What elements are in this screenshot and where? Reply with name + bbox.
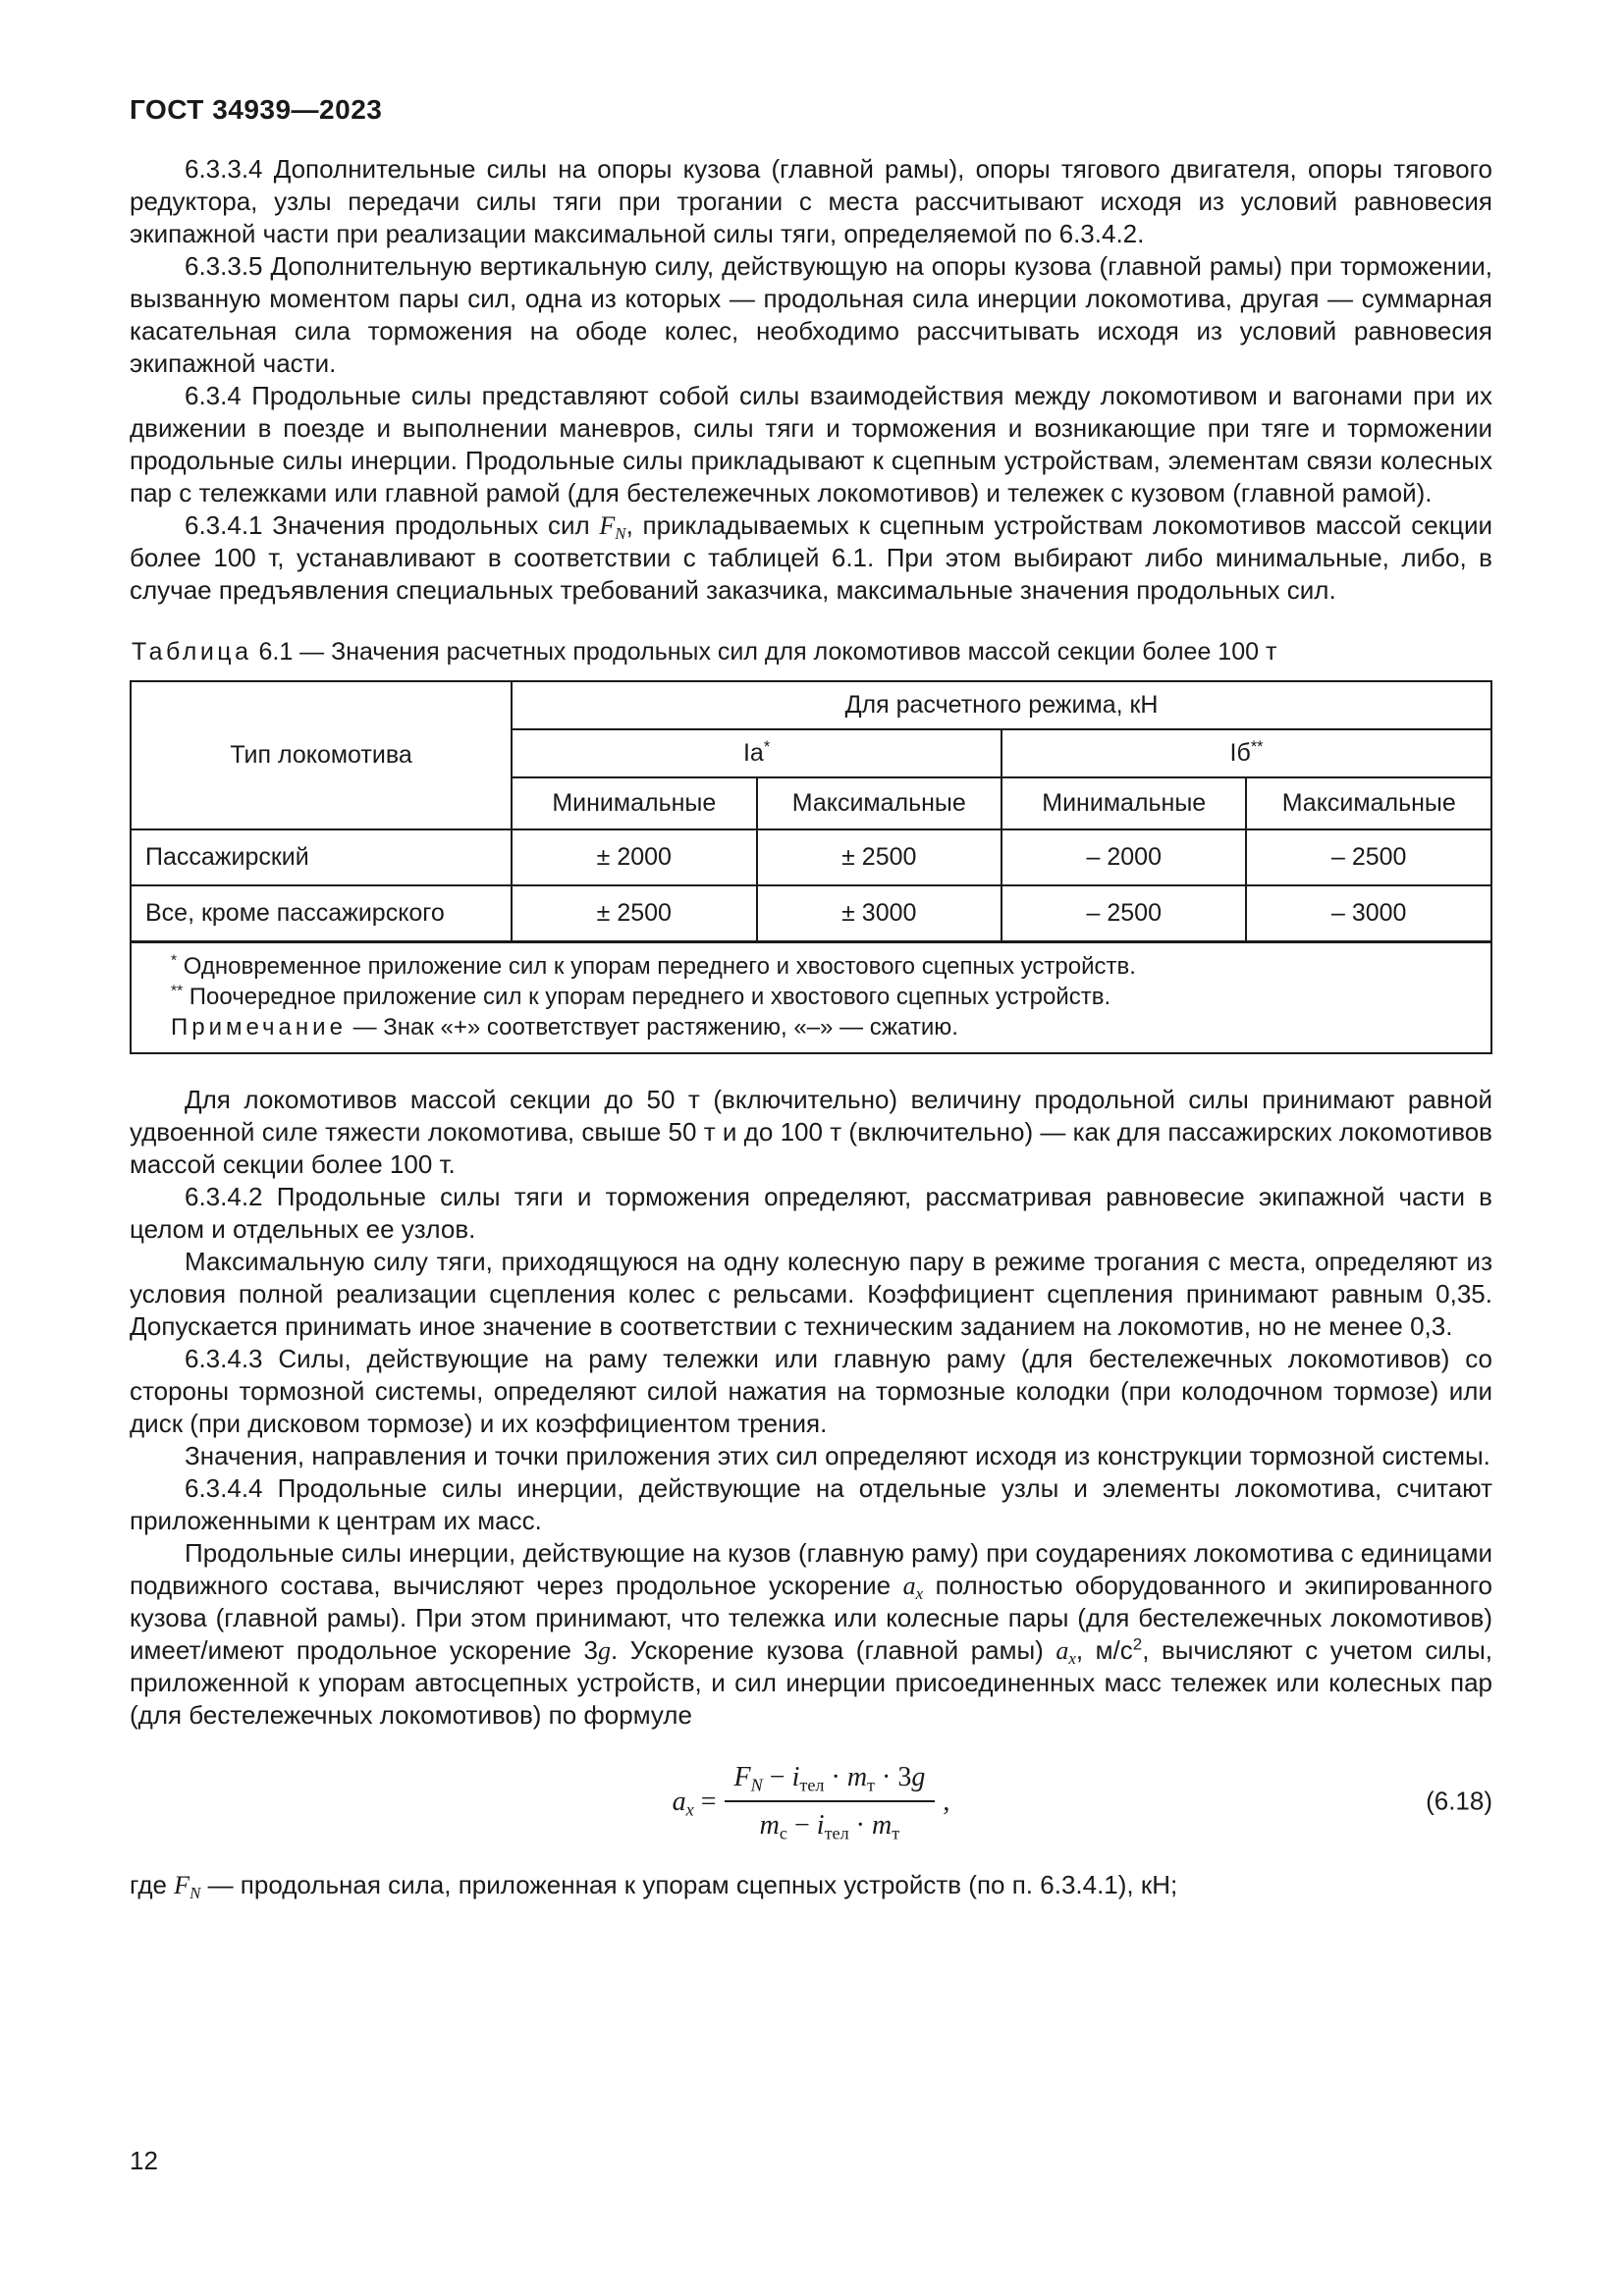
force-value-cell: ± 2500 bbox=[757, 829, 1001, 885]
table-footnote: * Одновременное приложение сил к упорам переднего и хвостового сцепных устройств. bbox=[171, 952, 1136, 980]
table-header-design-mode: Для расчетного режима, кН bbox=[512, 681, 1491, 729]
paragraph: Для локомотивов массой секции до 50 т (включительно) величину продольной силы принимают равной удвоенной силе тяжести локомотива, свыше 50 т и до 100 т (включительно) — как для пассажирских локомотивов массой секции более 100 т. bbox=[130, 1085, 1492, 1179]
table-6-1 bbox=[130, 680, 1492, 1054]
locomotive-type-cell: Пассажирский bbox=[131, 829, 512, 885]
footnote-mark-ib: ** bbox=[1250, 738, 1264, 757]
formula-fraction bbox=[725, 1761, 936, 1842]
paragraph: 6.3.4.1 Значения продольных сил FN, прикладываемых к сцепным устройствам локомотивов массой секции более 100 т, устанавливают в соответствии с таблицей 6.1. При этом выбирают либо минимальные, либо, в случае предъявления специальных требований заказчика, максимальные значения продольных сил. bbox=[130, 510, 1492, 605]
footnote-mark: ** bbox=[171, 983, 184, 1000]
formula-numerator: FN − iтел · mт · 3g bbox=[725, 1761, 936, 1802]
table-footnote: ** Поочередное приложение сил к упорам переднего и хвостового сцепных устройств. bbox=[171, 983, 1111, 1010]
table-note: Примечание — Знак «+» соответствует растяжению, «–» — сжатию. bbox=[171, 1014, 958, 1041]
paragraph: Значения, направления и точки приложения этих сил определяют исходя из конструкции тормозной системы. bbox=[185, 1441, 1490, 1470]
table-caption-text: 6.1 — Значения расчетных продольных сил для локомотивов массой секции более 100 т bbox=[251, 638, 1277, 666]
paragraphs-where-clause bbox=[130, 1869, 1492, 1901]
paragraph: 6.3.4.4 Продольные силы инерции, действующие на отдельные узлы и элементы локомотива, считают приложенными к центрам их масс. bbox=[130, 1473, 1492, 1535]
table-caption bbox=[132, 636, 1492, 668]
paragraph: 6.3.4 Продольные силы представляют собой силы взаимодействия между локомотивом и вагонами при их движении в поезде и выполнении маневров, силы тяги и торможения и возникающие при тяге и торможении продольные силы инерции. Продольные силы прикладывают к сцепным устройствам, элементам связи колесных пар с тележками или главной рамой (для бестележечных локомотивов) и тележек с кузовом (главной рамой). bbox=[130, 381, 1492, 507]
force-value-cell: ± 3000 bbox=[757, 885, 1001, 942]
paragraph: 6.3.3.4 Дополнительные силы на опоры кузова (главной рамы), опоры тягового двигателя, опоры тягового редуктора, узлы передачи силы тяги при трогании с места рассчитывают исходя из условий равновесия экипажной части при реализации максимальной силы тяги, определяемой по 6.3.4.2. bbox=[130, 154, 1492, 248]
table-caption-label: Таблица bbox=[132, 638, 252, 666]
table-body bbox=[131, 829, 1491, 942]
paragraph: Продольные силы инерции, действующие на кузов (главную раму) при соударениях локомотива с единицами подвижного состава, вычисляют через продольное ускорение ax полностью оборудованного и экипированного кузова (главной рамы). При этом принимают, что тележка или колесные пары (для бестележечных локомотивов) имеет/имеют продольное ускорение 3g. Ускорение кузова (главной рамы) ax, $м/с^2$, вычисляют с учетом силы, приложенной к упорам автосцепных устройств, и сил инерции присоединенных масс тележек или колесных пар (для бестележечных локомотивов) по формуле bbox=[130, 1538, 1493, 1730]
document-body bbox=[130, 153, 1492, 1901]
paragraph: 6.3.4.2 Продольные силы тяги и торможения определяют, рассматривая равновесие экипажной части в целом и отдельных ее узлов. bbox=[130, 1182, 1492, 1244]
force-value-cell: – 2500 bbox=[1001, 885, 1246, 942]
table-subheader-max-ib: Максимальные bbox=[1246, 777, 1491, 829]
formula-denominator: mс − iтел · mт bbox=[759, 1810, 900, 1843]
force-value-cell: – 3000 bbox=[1246, 885, 1491, 942]
paragraphs-before-table bbox=[130, 153, 1492, 607]
table-footnotes bbox=[131, 942, 1491, 1054]
force-value-cell: ± 2500 bbox=[512, 885, 756, 942]
force-value-cell: – 2500 bbox=[1246, 829, 1491, 885]
footnote-mark-ia: * bbox=[763, 738, 771, 757]
table-subheader-min-ia: Минимальные bbox=[512, 777, 756, 829]
table-subheader-min-ib: Минимальные bbox=[1001, 777, 1246, 829]
locomotive-type-cell: Все, кроме пассажирского bbox=[131, 885, 512, 942]
formula-6-18 bbox=[130, 1761, 1492, 1842]
force-value-cell: – 2000 bbox=[1001, 829, 1246, 885]
table-note-label: Примечание bbox=[171, 1014, 347, 1041]
paragraph: 6.3.3.5 Дополнительную вертикальную силу, действующую на опоры кузова (главной рамы) при торможении, вызванную моментом пары сил, одна из которых — продольная сила инерции локомотива, другая — суммарная касательная сила торможения на ободе колес, необходимо рассчитывать исходя из условий равновесия экипажной части. bbox=[130, 251, 1492, 378]
force-value-cell: ± 2000 bbox=[512, 829, 756, 885]
table-head bbox=[131, 681, 1491, 829]
formula-trailing-comma: , bbox=[943, 1786, 950, 1817]
table-foot bbox=[131, 942, 1491, 1054]
page-number: 12 bbox=[130, 2146, 158, 2175]
table-header-mode-ia: Iа* bbox=[512, 729, 1001, 777]
formula-lhs: ax = bbox=[672, 1786, 717, 1819]
paragraph: Максимальную силу тяги, приходящуюся на одну колесную пару в режиме трогания с места, определяют из условия полной реализации сцепления колес с рельсами. Коэффициент сцепления принимают равным 0,35. Допускается принимать иное значение в соответствии с техническим заданием на локомотив, но не менее 0,3. bbox=[130, 1247, 1492, 1341]
table-subheader-max-ia: Максимальные bbox=[757, 777, 1001, 829]
table-header-locomotive-type: Тип локомотива bbox=[131, 681, 512, 829]
paragraph: 6.3.4.3 Силы, действующие на раму тележки или главную раму (для бестележечных локомотивов) со стороны тормозной системы, определяют силой нажатия на тормозные колодки (при колодочном тормозе) или диск (при дисковом тормозе) и их коэффициентом трения. bbox=[130, 1344, 1492, 1438]
footnote-mark: * bbox=[171, 952, 178, 970]
paragraph: где FN — продольная сила, приложенная к упорам сцепных устройств (по п. 6.3.4.1), кН; bbox=[130, 1870, 1178, 1903]
table-row bbox=[131, 829, 1491, 885]
equation-number: (6.18) bbox=[1426, 1786, 1492, 1816]
document-standard-code: ГОСТ 34939—2023 bbox=[130, 94, 383, 125]
paragraphs-after-table bbox=[130, 1084, 1492, 1732]
table-row bbox=[131, 885, 1491, 942]
table-header-mode-ib: Iб** bbox=[1001, 729, 1491, 777]
